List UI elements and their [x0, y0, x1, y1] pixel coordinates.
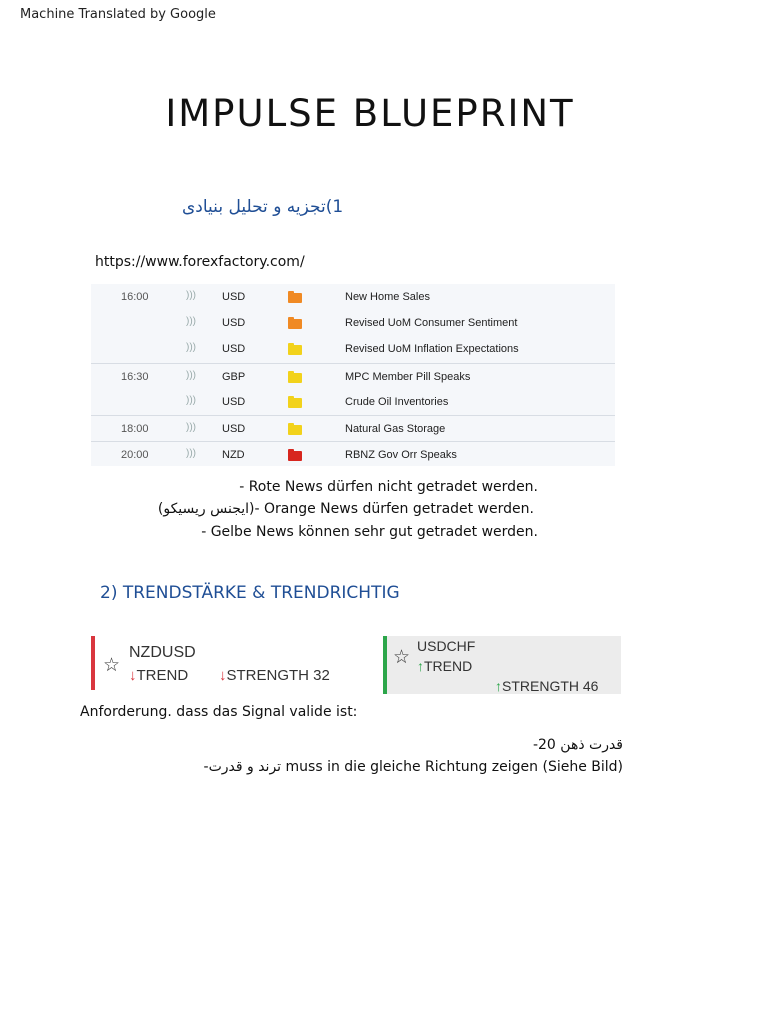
strength-label: STRENGTH [226, 667, 309, 684]
pair-name: NZDUSD [129, 644, 196, 661]
note-yellow-news: - Gelbe News können sehr gut getradet werden. [201, 524, 538, 540]
impact-folder-icon [288, 398, 302, 408]
arrow-down-icon: ↓ [129, 667, 137, 684]
arrow-up-icon: ↑ [417, 658, 424, 674]
economic-calendar-screenshot [91, 284, 615, 466]
trend-indicator [417, 658, 472, 674]
event-time: 18:00 [121, 423, 149, 435]
trend-label: TREND [424, 658, 473, 674]
star-icon[interactable]: ☆ [393, 647, 411, 668]
strength-label: STRENGTH [502, 678, 579, 694]
speaker-icon: ))) [186, 422, 196, 433]
arrow-up-icon: ↑ [495, 678, 502, 694]
impact-folder-icon [288, 319, 302, 329]
strength-indicator [495, 678, 598, 694]
event-title: RBNZ Gov Orr Speaks [345, 449, 457, 461]
calendar-row [91, 441, 615, 468]
calendar-row [91, 336, 615, 362]
section-heading-trend: 2) TRENDSTÄRKE & TRENDRICHTIG [100, 583, 400, 603]
event-title: MPC Member Pill Speaks [345, 371, 471, 383]
event-time: 16:30 [121, 371, 149, 383]
event-currency: USD [222, 396, 246, 408]
calendar-row [91, 310, 615, 336]
trend-label: TREND [136, 667, 189, 684]
condition-strength: -قدرت ذهن 20 [532, 737, 623, 753]
calendar-row [91, 363, 615, 390]
speaker-icon: ))) [186, 342, 196, 353]
speaker-icon: ))) [186, 448, 196, 459]
impact-folder-icon [288, 345, 302, 355]
trend-card-nzdusd [91, 636, 357, 690]
strength-value: 32 [313, 667, 330, 684]
requirement-text: Anforderung. dass das Signal valide ist: [80, 704, 358, 720]
pair-name: USDCHF [417, 638, 476, 654]
star-icon[interactable]: ☆ [103, 655, 121, 676]
event-currency: GBP [222, 371, 246, 383]
impact-folder-icon [288, 425, 302, 435]
event-title: Natural Gas Storage [345, 423, 446, 435]
machine-translated-label: Machine Translated by Google [20, 7, 216, 22]
trend-indicator [129, 667, 188, 684]
strength-indicator [219, 667, 330, 684]
trend-card-usdchf [383, 636, 621, 694]
page-title: IMPULSE BLUEPRINT [165, 92, 575, 135]
event-currency: USD [222, 343, 246, 355]
event-time: 16:00 [121, 291, 149, 303]
event-currency: USD [222, 291, 246, 303]
impact-folder-icon [288, 373, 302, 383]
calendar-row [91, 415, 615, 442]
arrow-down-icon: ↓ [219, 667, 227, 684]
event-title: Crude Oil Inventories [345, 396, 449, 408]
event-currency: USD [222, 317, 246, 329]
event-currency: NZD [222, 449, 245, 461]
event-title: Revised UoM Inflation Expectations [345, 343, 519, 355]
impact-folder-icon [288, 451, 302, 461]
section-heading-fundamental: 1)تجزیه و تحلیل بنیادی [182, 197, 344, 217]
event-title: Revised UoM Consumer Sentiment [345, 317, 518, 329]
speaker-icon: ))) [186, 290, 196, 301]
event-title: New Home Sales [345, 291, 430, 303]
condition-direction: -ترند و قدرت muss in die gleiche Richtung zeigen (Siehe Bild) [203, 759, 623, 775]
speaker-icon: ))) [186, 316, 196, 327]
event-currency: USD [222, 423, 246, 435]
calendar-row [91, 284, 615, 310]
impact-folder-icon [288, 293, 302, 303]
speaker-icon: ))) [186, 370, 196, 381]
speaker-icon: ))) [186, 395, 196, 406]
forexfactory-url[interactable]: https://www.forexfactory.com/ [95, 254, 305, 270]
calendar-row [91, 389, 615, 415]
note-orange-news: (ایجنس ریسیکو)- Orange News dürfen getradet werden. [157, 501, 534, 517]
note-red-news: - Rote News dürfen nicht getradet werden. [239, 479, 538, 495]
strength-value: 46 [582, 678, 599, 694]
event-time: 20:00 [121, 449, 149, 461]
